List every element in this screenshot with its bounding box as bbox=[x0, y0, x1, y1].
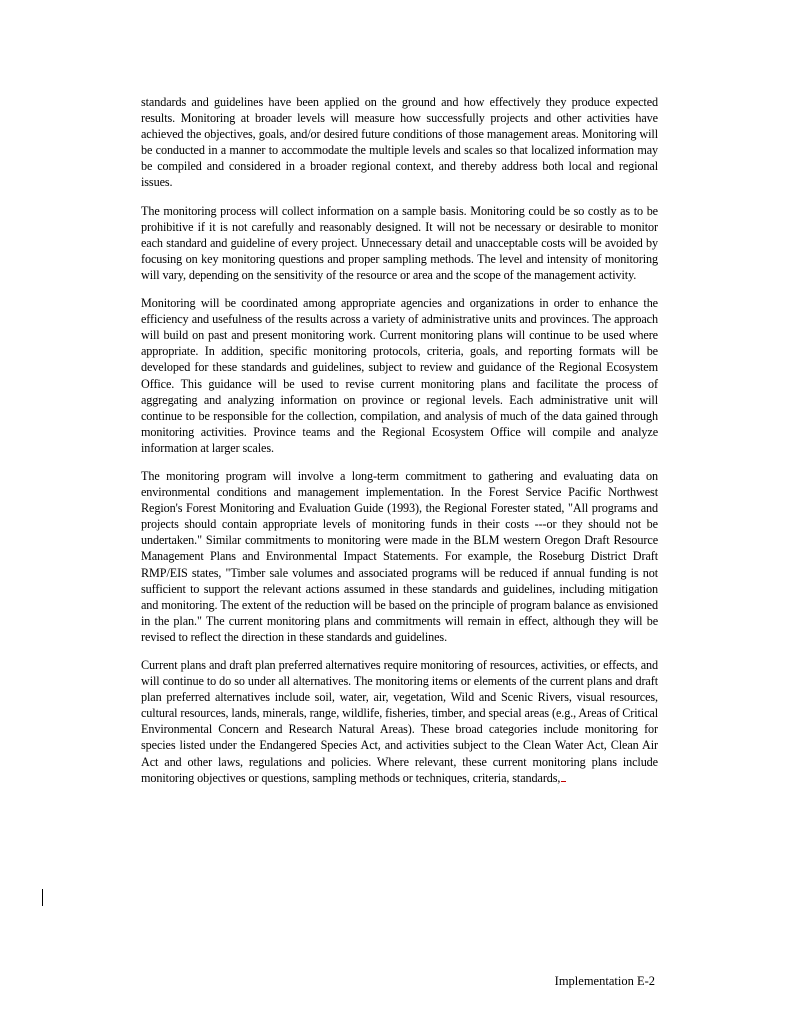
page-footer: Implementation E-2 bbox=[554, 974, 655, 988]
paragraph-1: standards and guidelines have been applied on the ground and how effectively they produce expected results. Monitoring at broader levels will measure how successfully projects and other activities have achieved the objectives, goals, and/or desired future conditions of those management areas. Monitoring will be conducted in a manner to accommodate the multiple levels and scales so that localized information may be compiled and considered in a broader regional context, and thereby address both local and regional issues. bbox=[141, 95, 658, 190]
paragraph-3: Monitoring will be coordinated among appropriate agencies and organizations in order to enhance the efficiency and usefulness of the results across a variety of administrative units and provinces. The approach will build on past and present monitoring work. Current monitoring plans will continue to be used where appropriate. In addition, specific monitoring protocols, criteria, goals, and reporting formats will be developed for these standards and guidelines, subject to review and guidance of the Regional Ecosystem Office. This guidance will be used to revise current monitoring plans and facilitate the process of aggregating and analyzing information on province or regional levels. Each administrative unit will continue to be responsible for the collection, compilation, and analysis of much of the data gained through monitoring activities. Province teams and the Regional Ecosystem Office will compile and analyze information at larger scales. bbox=[141, 296, 658, 455]
revision-change-bar bbox=[42, 889, 43, 906]
paragraph-2: The monitoring process will collect information on a sample basis. Monitoring could be so costly as to be prohibitive if it is not carefully and reasonably designed. It will not be necessary or desirable to monitor each standard and guideline of every project. Unnecessary detail and unacceptable costs will be avoided by focusing on key monitoring questions and proper sampling methods. The level and intensity of monitoring will vary, depending on the sensitivity of the resource or area and the scope of the management activity. bbox=[141, 203, 658, 282]
paragraph-5 bbox=[141, 657, 658, 786]
paragraph-4: The monitoring program will involve a long-term commitment to gathering and evaluating data on environmental conditions and management implementation. In the Forest Service Pacific Northwest Region's Forest Monitoring and Evaluation Guide (1993), the Regional Forester stated, "All programs and projects should contain appropriate levels of monitoring funds in their costs ---or they should not be undertaken." Similar commitments to monitoring were made in the BLM western Oregon Draft Resource Management Plans and Environmental Impact Statements. For example, the Roseburg District Draft RMP/EIS states, "Timber sale volumes and associated programs will be reduced if annual funding is not sufficient to support the relevant actions assumed in these standards and guidelines, including mitigation and monitoring. The extent of the reduction will be based on the principle of program balance as envisioned in the plan." The current monitoring plans and commitments will remain in effect, although they will be revised to reflect the direction in these standards and guidelines. bbox=[141, 468, 658, 644]
revision-underline-mark bbox=[561, 780, 566, 782]
paragraph-5-text: Current plans and draft plan preferred alternatives require monitoring of resources, activities, or effects, and will continue to do so under all alternatives. The monitoring items or elements of the current plans and draft plan preferred alternatives include soil, water, air, vegetation, Wild and Scenic Rivers, visual resources, cultural resources, lands, minerals, range, wildlife, fisheries, timber, and special areas (e.g., Areas of Critical Environmental Concern and Research Natural Areas). These broad categories include monitoring for species listed under the Endangered Species Act, and activities subject to the Clean Water Act, Clean Air Act and other laws, regulations and policies. Where relevant, these current monitoring plans include monitoring objectives or questions, sampling methods or techniques, criteria, standards, bbox=[141, 658, 658, 785]
body-text bbox=[141, 94, 658, 798]
